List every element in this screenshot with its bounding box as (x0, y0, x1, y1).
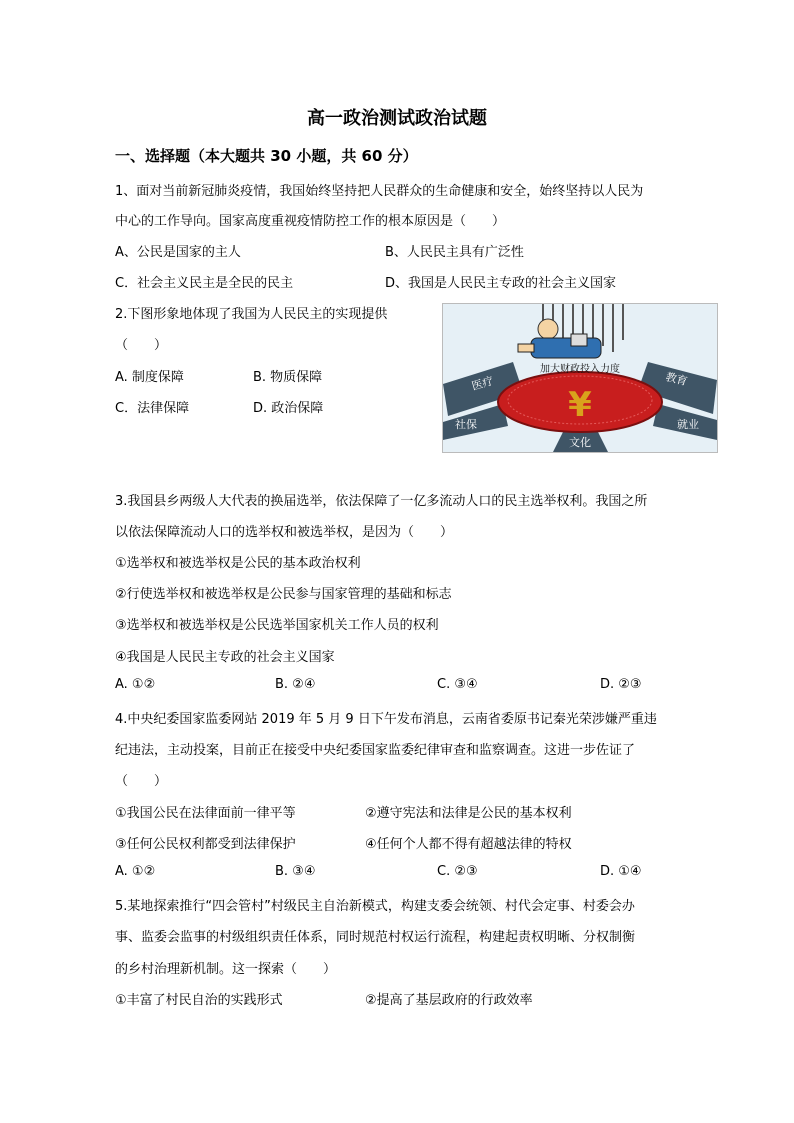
q3-option-a: A. ①② (115, 677, 156, 692)
q1-option-b: B、人民民主具有广泛性 (385, 245, 524, 260)
q4-stem-line1: 4.中央纪委国家监委网站 2019 年 5 月 9 日下午发布消息，云南省委原书记秦光荣涉嫌严重违 (115, 712, 657, 727)
label-social: 社保 (455, 418, 477, 431)
label-education: 教育 (664, 370, 689, 389)
q1-option-d: D、我国是人民民主专政的社会主义国家 (385, 276, 617, 291)
official-figure (518, 319, 601, 358)
q4-item-1: ①我国公民在法律面前一律平等 (115, 806, 296, 821)
figure-banner: 加大财政投入力度 (540, 364, 620, 375)
q4-item-2: ②遵守宪法和法律是公民的基本权利 (365, 806, 572, 821)
label-culture: 文化 (569, 436, 591, 449)
label-medical: 医疗 (470, 374, 495, 393)
q3-option-c: C. ③④ (437, 677, 478, 692)
q1-stem-line1: 1、面对当前新冠肺炎疫情，我国始终坚持把人民群众的生命健康和安全，始终坚持以人民为 (115, 184, 644, 199)
q5-stem-line1: 5.某地探索推行“四会管村”村级民主自治新模式，构建支委会统领、村代会定事、村委会办 (115, 899, 635, 914)
q4-option-c: C. ②③ (437, 864, 478, 879)
q4-option-a: A. ①② (115, 864, 156, 879)
q1-stem-line2: 中心的工作导向。国家高度重视疫情防控工作的根本原因是（ ） (115, 214, 506, 229)
yuan-icon: ¥ (568, 385, 592, 425)
q3-item-3: ③选举权和被选举权是公民选举国家机关工作人员的权利 (115, 618, 439, 633)
label-employment: 就业 (677, 418, 699, 431)
q2-stem-line2: （ ） (115, 338, 168, 353)
q5-item-2: ②提高了基层政府的行政效率 (365, 993, 533, 1008)
q2-stem-line1: 2.下图形象地体现了我国为人民民主的实现提供 (115, 307, 388, 322)
q4-option-d: D. ①④ (600, 864, 642, 879)
q2-option-d: D. 政治保障 (253, 401, 324, 416)
q3-item-2: ②行使选举权和被选举权是公民参与国家管理的基础和标志 (115, 587, 452, 602)
cartoon-illustration (443, 304, 717, 452)
q3-stem-line2: 以依法保障流动人口的选举权和被选举权，是因为（ ） (115, 525, 454, 540)
q5-stem-line3: 的乡村治理新机制。这一探索（ ） (115, 962, 337, 977)
q3-option-d: D. ②③ (600, 677, 642, 692)
q3-item-1: ①选举权和被选举权是公民的基本政治权利 (115, 556, 361, 571)
section-heading: 一、选择题（本大题共 30 小题，共 60 分） (115, 147, 418, 165)
cartoon-figure (442, 303, 718, 453)
q2-option-b: B. 物质保障 (253, 370, 323, 385)
q1-option-c: C．社会主义民主是全民的民主 (115, 276, 294, 291)
q2-option-c: C．法律保障 (115, 401, 190, 416)
q5-item-1: ①丰富了村民自治的实践形式 (115, 993, 283, 1008)
q3-item-4: ④我国是人民民主专政的社会主义国家 (115, 650, 335, 665)
q5-stem-line2: 事、监委会监事的村级组织责任体系，同时规范村权运行流程，构建起责权明晰、分权制衡 (115, 930, 636, 945)
q4-option-b: B. ③④ (275, 864, 316, 879)
q4-stem-line3: （ ） (115, 774, 168, 789)
q2-option-a: A. 制度保障 (115, 370, 184, 385)
q4-item-3: ③任何公民权利都受到法律保护 (115, 837, 296, 852)
q3-option-b: B. ②④ (275, 677, 316, 692)
q4-stem-line2: 纪违法，主动投案，目前正在接受中央纪委国家监委纪律审查和监察调查。这进一步佐证了 (115, 743, 636, 758)
q4-item-4: ④任何个人都不得有超越法律的特权 (365, 837, 572, 852)
page-title: 高一政治测试政治试题 (307, 108, 487, 129)
q1-option-a: A、公民是国家的主人 (115, 245, 241, 260)
q3-stem-line1: 3.我国县乡两级人大代表的换届选举，依法保障了一亿多流动人口的民主选举权利。我国之所 (115, 494, 648, 509)
